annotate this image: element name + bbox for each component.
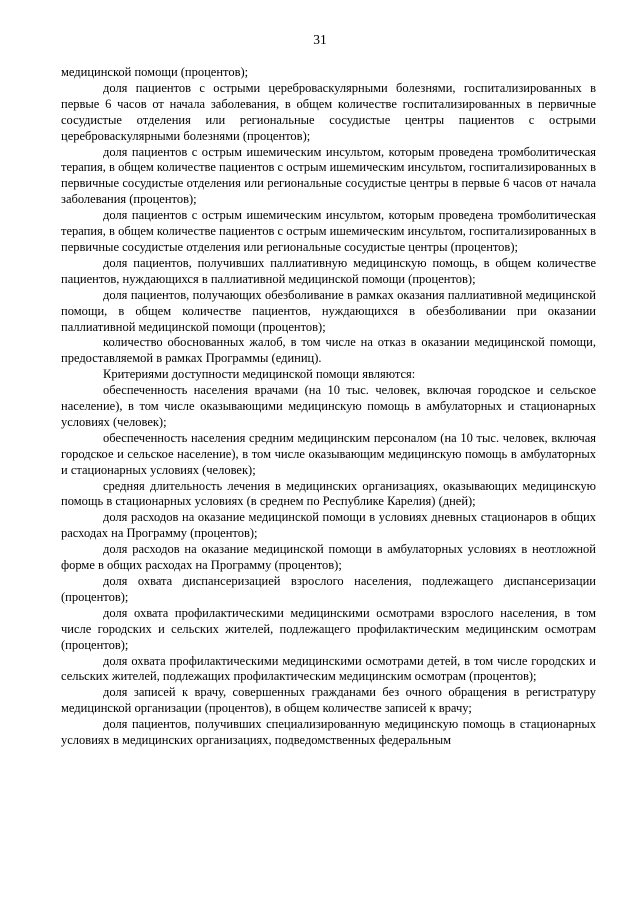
document-body [61,65,596,749]
paragraph: доля охвата диспансеризацией взрослого населения, подлежащего диспансеризации (процентов); [61,574,596,604]
paragraph: доля записей к врачу, совершенных гражданами без очного обращения в регистратуру медицинской организации (процентов), в общем количестве записей к врачу; [61,685,596,716]
paragraph: обеспеченность населения врачами (на 10 тыс. человек, включая городское и сельское население), в том числе оказывающими медицинскую помощь в амбулаторных и стационарных условиях (человек); [61,383,596,429]
paragraph: доля пациентов, получающих обезболивание в рамках оказания паллиативной медицинской помощи, в общем количестве пациентов, нуждающихся в обезболивании при оказании паллиативной медицинской помощи (процентов); [61,287,596,334]
paragraph: доля пациентов с острым ишемическим инсультом, которым проведена тромболитическая терапия, в общем количестве пациентов с острым ишемическим инсультом, госпитализированных в первичные сосудистые отделения или региональные сосудистые центры (процентов); [61,208,596,254]
paragraph: доля охвата профилактическими медицинскими осмотрами взрослого населения, в том числе городских и сельских жителей, подлежащего профилактическим медицинским осмотрам (процентов); [61,605,596,652]
paragraph: доля охвата профилактическими медицинскими осмотрами детей, в том числе городских и сельских жителей, подлежащих профилактическим медицинским осмотрам (процентов); [61,653,596,684]
paragraph: обеспеченность населения средним медицинским персоналом (на 10 тыс. человек, включая городское и сельское население), в том числе оказывающим медицинскую помощь в амбулаторных и стационарных условиях (человек); [61,430,596,477]
paragraph: средняя длительность лечения в медицинских организациях, оказывающих медицинскую помощь в стационарных условиях (в среднем по Республике Карелия) (дней); [61,478,596,509]
paragraph: доля пациентов, получивших паллиативную медицинскую помощь, в общем количестве пациентов, нуждающихся в паллиативной медицинской помощи (процентов); [61,255,596,286]
section-heading: Критериями доступности медицинской помощи являются: [103,367,416,382]
paragraph-continuation: медицинской помощи (процентов); [61,65,249,79]
paragraph: доля расходов на оказание медицинской помощи в условиях дневных стационаров в общих расходах на Программу (процентов); [61,510,596,541]
paragraph: количество обоснованных жалоб, в том числе на отказ в оказании медицинской помощи, предоставляемой в рамках Программы (единиц). [61,335,596,366]
paragraph: доля пациентов с острым ишемическим инсультом, которым проведена тромболитическая терапия, в общем количестве пациентов с острым ишемическим инсультом, госпитализированных в первичные сосудистые отделения или региональные сосудистые центры в первые 6 часов от начала заболевания (процентов); [61,144,596,207]
page-number: 31 [313,32,327,47]
paragraph: доля пациентов, получивших специализированную медицинскую помощь в стационарных условиях в медицинских организациях, подведомственных федеральным [61,717,596,748]
paragraph: доля расходов на оказание медицинской помощи в амбулаторных условиях в неотложной форме в общих расходах на Программу (процентов); [61,542,596,573]
paragraph: доля пациентов с острыми цереброваскулярными болезнями, госпитализированных в первые 6 часов от начала заболевания, в общем количестве госпитализированных в первичные сосудистые отделения или региональные сосудистые центры пациентов с острыми цереброваскулярными болезнями (процентов); [61,80,596,143]
